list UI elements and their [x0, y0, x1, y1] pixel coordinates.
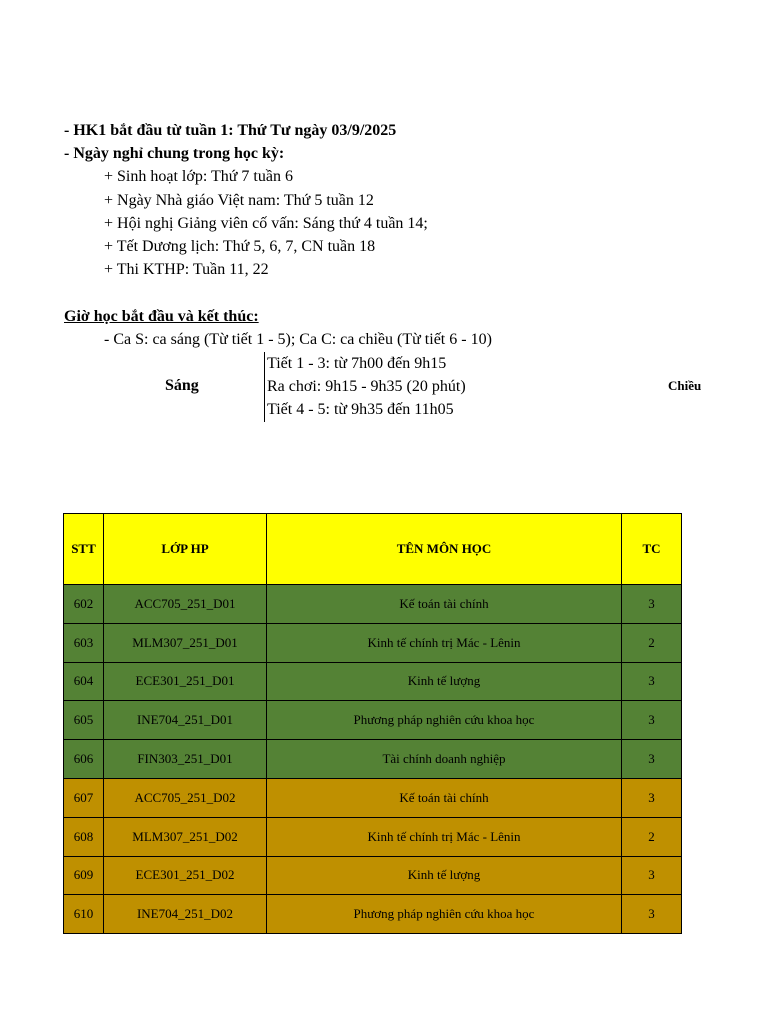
cell-course-name: Phương pháp nghiên cứu khoa học: [267, 895, 622, 934]
cell-stt: 603: [64, 623, 104, 662]
cell-class-code: FIN303_251_D01: [104, 740, 267, 779]
cell-credits: 2: [622, 817, 682, 856]
table-row: [64, 895, 682, 934]
cell-course-name: Kế toán tài chính: [267, 778, 622, 817]
cell-stt: 608: [64, 817, 104, 856]
schedule-heading: Giờ học bắt đầu và kết thúc:: [64, 308, 259, 325]
class-schedule-table: [63, 513, 682, 934]
holiday-item-new-year: + Tết Dương lịch: Thứ 5, 6, 7, CN tuần 18: [104, 238, 376, 255]
table-row: [64, 662, 682, 701]
cell-course-name: Tài chính doanh nghiệp: [267, 740, 622, 779]
cell-course-name: Kinh tế lượng: [267, 662, 622, 701]
holiday-item-teachers-day: + Ngày Nhà giáo Việt nam: Thứ 5 tuần 12: [104, 192, 374, 209]
cell-course-name: Kế toán tài chính: [267, 585, 622, 624]
cell-stt: 607: [64, 778, 104, 817]
cell-credits: 3: [622, 778, 682, 817]
cell-credits: 3: [622, 701, 682, 740]
afternoon-label-cut: Chiều: [668, 378, 702, 393]
cell-credits: 3: [622, 740, 682, 779]
header-course-name: TÊN MÔN HỌC: [267, 514, 622, 585]
cell-class-code: ECE301_251_D01: [104, 662, 267, 701]
cell-stt: 602: [64, 585, 104, 624]
period-divider: [264, 352, 265, 422]
cell-class-code: ECE301_251_D02: [104, 856, 267, 895]
cell-credits: 2: [622, 623, 682, 662]
cell-course-name: Kinh tế chính trị Mác - Lênin: [267, 817, 622, 856]
table-row: [64, 856, 682, 895]
header-stt: STT: [64, 514, 104, 585]
holidays-heading: - Ngày nghỉ chung trong học kỳ:: [64, 145, 285, 162]
holiday-item-advisor-conference: + Hội nghị Giảng viên cố vấn: Sáng thứ 4 tuần 14;: [104, 215, 428, 232]
cell-stt: 610: [64, 895, 104, 934]
morning-period-1-3: Tiết 1 - 3: từ 7h00 đến 9h15: [267, 355, 447, 372]
cell-class-code: MLM307_251_D01: [104, 623, 267, 662]
cell-course-name: Kinh tế chính trị Mác - Lênin: [267, 623, 622, 662]
table-row: [64, 740, 682, 779]
morning-label: Sáng: [165, 377, 199, 394]
table-row: [64, 623, 682, 662]
holiday-item-class-activity: + Sinh hoạt lớp: Thứ 7 tuần 6: [104, 168, 293, 185]
header-credits: TC: [622, 514, 682, 585]
cell-class-code: ACC705_251_D02: [104, 778, 267, 817]
cell-credits: 3: [622, 895, 682, 934]
shifts-description: - Ca S: ca sáng (Từ tiết 1 - 5); Ca C: ca chiều (Từ tiết 6 - 10): [104, 331, 492, 348]
cell-credits: 3: [622, 585, 682, 624]
cell-credits: 3: [622, 856, 682, 895]
cell-stt: 609: [64, 856, 104, 895]
cell-stt: 605: [64, 701, 104, 740]
morning-period-4-5: Tiết 4 - 5: từ 9h35 đến 11h05: [267, 401, 454, 418]
cell-course-name: Kinh tế lượng: [267, 856, 622, 895]
cell-stt: 604: [64, 662, 104, 701]
cell-course-name: Phương pháp nghiên cứu khoa học: [267, 701, 622, 740]
table-row: [64, 778, 682, 817]
morning-break: Ra chơi: 9h15 - 9h35 (20 phút): [267, 378, 466, 395]
table-row: [64, 701, 682, 740]
cell-class-code: INE704_251_D01: [104, 701, 267, 740]
cell-stt: 606: [64, 740, 104, 779]
cell-class-code: INE704_251_D02: [104, 895, 267, 934]
cell-class-code: MLM307_251_D02: [104, 817, 267, 856]
holiday-item-exams: + Thi KTHP: Tuần 11, 22: [104, 261, 269, 278]
cell-credits: 3: [622, 662, 682, 701]
table-header-row: [64, 514, 682, 585]
header-class-code: LỚP HP: [104, 514, 267, 585]
cell-class-code: ACC705_251_D01: [104, 585, 267, 624]
semester-start-text: - HK1 bắt đầu từ tuần 1: Thứ Tư ngày 03/9/2025: [64, 122, 397, 139]
table-row: [64, 585, 682, 624]
table-row: [64, 817, 682, 856]
